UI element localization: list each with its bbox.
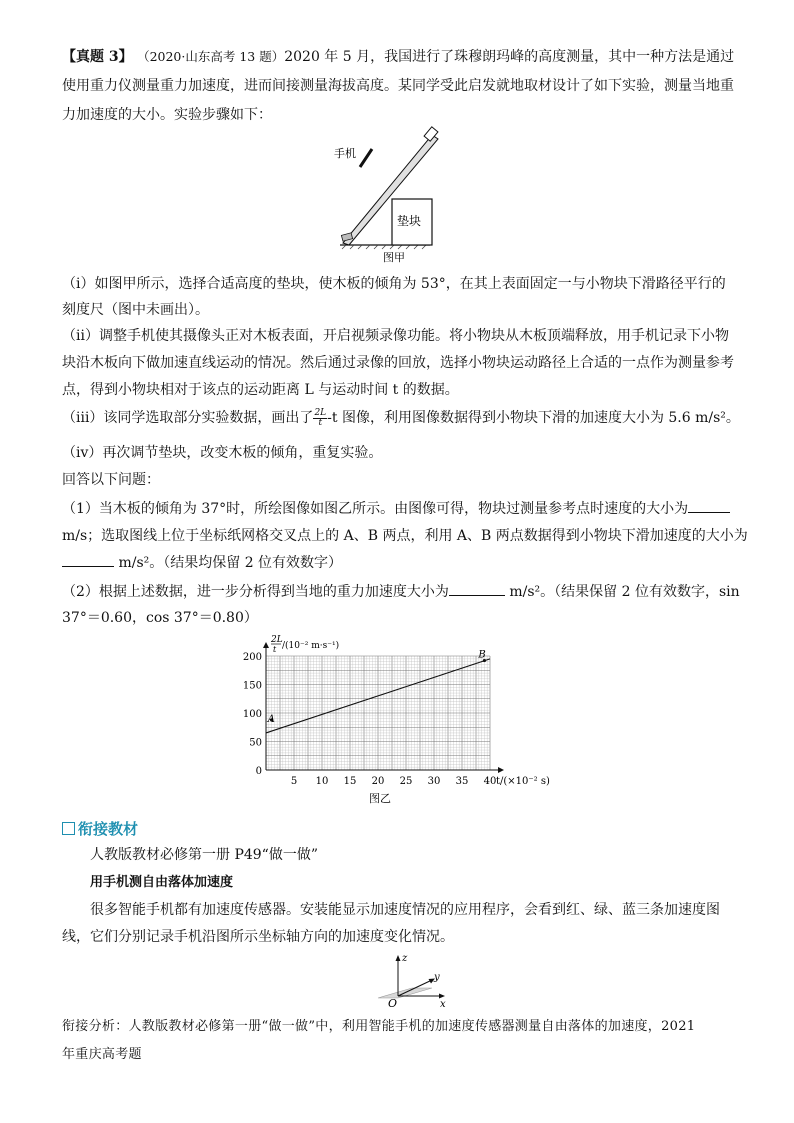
intro-text-2: 使用重力仪测量重力加速度，进而间接测量海拔高度。某同学受此启发就地取材设计了如下实验，测量当地重 [62, 78, 734, 94]
x-axis-arrow [498, 767, 504, 773]
block-label: 垫块 [397, 214, 422, 228]
intro-text-1: 2020 年 5 月，我国进行了珠穆朗玛峰的高度测量，其中一种方法是通过 [284, 49, 735, 65]
figure-incline-apparatus [320, 125, 470, 270]
problem-source: （2020·山东高考 13 题） [137, 49, 285, 64]
figure-b-caption: 图乙 [369, 792, 391, 805]
y-axis-label-numerator: 2L [271, 635, 283, 645]
y-axis-label-unit: /(10⁻² m·s⁻¹) [282, 641, 340, 651]
phone-label: 手机 [334, 147, 356, 160]
step-3-pre: （ⅲ）该同学选取部分实验数据，画出了 [62, 410, 314, 426]
phone-icon [360, 149, 372, 167]
step-1-line-2: 刻度尺（图中未画出）。 [62, 302, 209, 318]
q1-text-c: m/s²。（结果均保留 2 位有效数字） [118, 555, 343, 571]
textbook-reference: 人教版教材必修第一册 P49“做一做” [90, 847, 318, 863]
x-tick-label: 5 [290, 776, 298, 787]
x-tick-label: 10 [315, 776, 329, 787]
y-tick-label: 100 [242, 709, 262, 720]
intro-text-3: 力加速度的大小。实验步骤如下： [62, 107, 272, 123]
answer-blank-3[interactable] [449, 581, 505, 596]
step-2-line-2: 块沿木板向下做加速直线运动的情况。然后通过录像的回放，选择小物块运动路径上合适的一点作为测量参考 [62, 355, 734, 371]
point-label-B: B [478, 649, 486, 661]
y-tick-label: 0 [255, 766, 262, 777]
origin-label: O [388, 997, 398, 1010]
x-tick-label: 15 [343, 776, 357, 787]
checkbox-square-icon [62, 822, 75, 835]
y-axis-label-denominator: t [273, 645, 277, 654]
y-label: y [434, 972, 440, 983]
x-label: x [440, 999, 446, 1010]
section-subtitle: 用手机测自由落体加速度 [90, 875, 234, 890]
x-axis-label: t/(×10⁻² s) [496, 776, 550, 787]
question-2-line-2: 37°＝0.60，cos 37°＝0.80） [62, 610, 258, 626]
answer-intro: 回答以下问题： [62, 472, 160, 488]
phone-axes-figure [370, 950, 460, 1010]
question-1-line-3 [62, 552, 342, 573]
analysis-line-1: 衔接分析：人教版教材必修第一册“做一做”中，利用智能手机的加速度传感器测量自由落体的加速度，2021 [62, 1019, 696, 1034]
step-2-line-3: 点，得到小物块相对于该点的运动距离 L 与运动时间 t 的数据。 [62, 382, 459, 398]
fraction-2L-over-t: $\frac{2L}{t}$ [314, 407, 327, 428]
question-2-line-1 [62, 581, 740, 602]
q2-text-a: （2）根据上述数据，进一步分析得到当地的重力加速度大小为 [62, 584, 449, 600]
y-tick-label: 50 [249, 737, 262, 749]
x-tick-label: 25 [399, 776, 413, 787]
problem-intro-line-1 [62, 47, 734, 67]
section-paragraph-1: 很多智能手机都有加速度传感器。安装能显示加速度情况的应用程序，会看到红、绿、蓝三条加速度图 [90, 902, 720, 918]
step-2-line-1: （ⅱ）调整手机使其摄像头正对木板表面，开启视频录像功能。将小物块从木板顶端释放，用手机记录下小物 [62, 328, 729, 344]
step-1-line-1: （ⅰ）如图甲所示，选择合适高度的垫块，使木板的倾角为 53°，在其上表面固定一与小物块下滑路径平行的 [62, 276, 726, 292]
x-tick-label: 30 [427, 776, 441, 787]
q2-text-b: m/s²。（结果保留 2 位有效数字，sin [509, 584, 740, 600]
section-paragraph-2: 线，它们分别记录手机沿图所示坐标轴方向的加速度变化情况。 [62, 929, 454, 945]
answer-blank-1[interactable] [688, 498, 730, 513]
x-tick-label: 35 [455, 776, 469, 787]
section-heading [62, 818, 138, 839]
x-tick-label: 20 [371, 776, 385, 787]
graph-2L-over-t-vs-t [232, 630, 550, 810]
y-tick-label: 150 [242, 680, 262, 692]
figure-a-caption: 图甲 [383, 251, 405, 264]
ground-hatching [342, 245, 426, 249]
step-4: （ⅳ）再次调节垫块，改变木板的倾角，重复实验。 [62, 445, 383, 461]
y-tick-label: 200 [242, 652, 262, 663]
section-title: 衔接教材 [78, 820, 139, 838]
problem-tag: 【真题 3】 [62, 49, 133, 65]
step-3-post: -t 图像，利用图像数据得到小物块下滑的加速度大小为 5.6 m/s²。 [327, 410, 740, 426]
answer-blank-2[interactable] [62, 552, 114, 567]
analysis-line-2: 年重庆高考题 [62, 1047, 142, 1062]
question-1-line-1 [62, 498, 730, 519]
q1-text-a: （1）当木板的倾角为 37°时，所绘图像如图乙所示。由图像可得，物块过测量参考点时速度的大小为 [62, 501, 689, 517]
question-1-line-2: m/s；选取图线上位于坐标纸网格交叉点上的 A、B 两点，利用 A、B 两点数据得到小物块下滑加速度的大小为 [62, 528, 748, 544]
step-3 [62, 408, 740, 428]
point-label-A: A [267, 713, 275, 725]
z-label: z [402, 953, 408, 964]
y-axis-arrow [263, 642, 269, 648]
x-tick-label: 40 [483, 776, 497, 787]
